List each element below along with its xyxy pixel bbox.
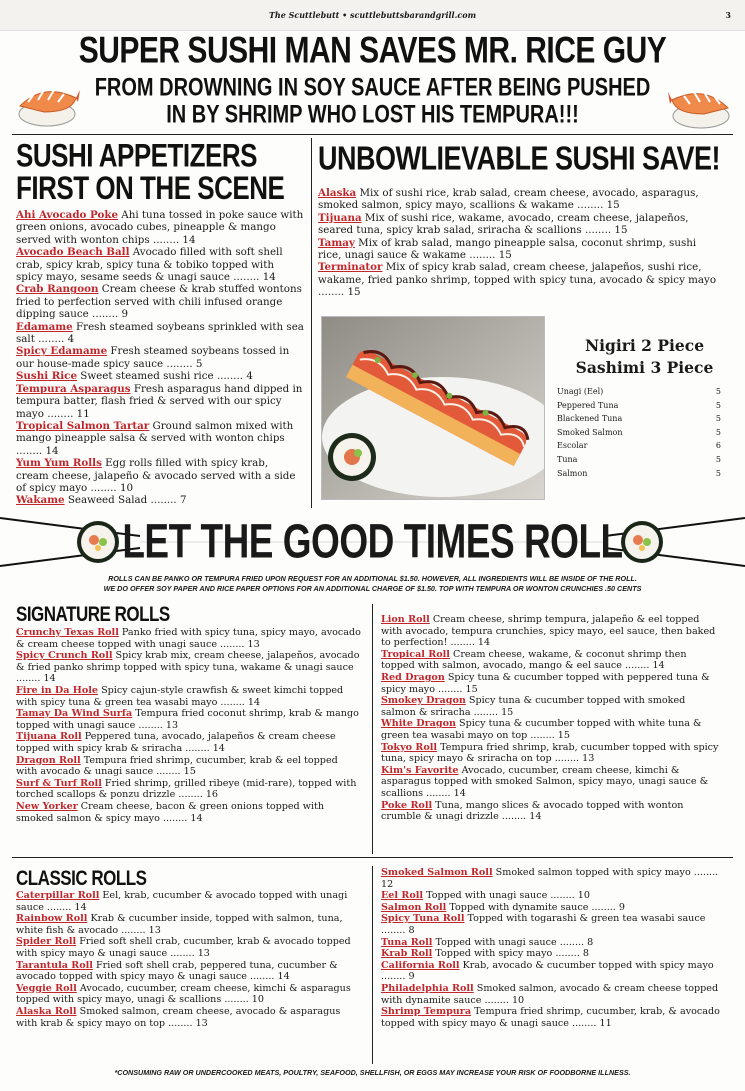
nigiri-item — [557, 412, 721, 426]
menu-item-description: Tuna, mango slices & avocado topped with wonton crumble & unagi drizzle — [381, 799, 684, 823]
nigiri-item — [557, 439, 721, 453]
menu-item-name: Ahi Avocado Poke — [16, 209, 119, 221]
menu-item — [16, 960, 362, 983]
dot-leader: ........ — [381, 924, 409, 936]
menu-item-price: 14 — [190, 812, 203, 824]
menu-item-name: White Dragon — [381, 718, 456, 730]
menu-item-description: Peppered tuna, avocado, jalapeños & cream cheese topped with spicy krab & sriracha — [16, 731, 336, 754]
dot-leader: ........ — [568, 1017, 600, 1029]
menu-item-name: Spicy Tuna Roll — [381, 913, 465, 925]
menu-item — [16, 650, 362, 685]
menu-item-price: 10 — [251, 994, 264, 1006]
menu-item-price: 14 — [182, 233, 196, 246]
menu-item-name: Smoked Salmon Roll — [381, 867, 493, 878]
menu-item-price: 11 — [76, 407, 90, 420]
appetizers-list — [16, 209, 304, 507]
menu-item-price: 4 — [246, 370, 253, 383]
menu-item-price: 8 — [587, 936, 594, 948]
menu-item — [16, 913, 362, 936]
menu-item-description: Mix of sushi rice, wakame, avocado, cream cheese, jalapeños, seared tuna, spicy krab salad, sriracha & scallions — [318, 211, 689, 237]
dot-leader: ........ — [556, 936, 588, 948]
menu-item-name: Spicy Edamame — [16, 345, 108, 358]
dot-leader: ........ — [43, 901, 75, 913]
menu-item-price: 10 — [577, 890, 590, 902]
menu-item-name: Tamay Da Wind Surfa — [16, 708, 133, 720]
menu-item-name: Sushi Rice — [16, 370, 77, 383]
dot-leader: ........ — [481, 994, 512, 1006]
menu-item-description: Spicy krab mix, cream cheese, jalapeños, avocado & fried panko shrimp topped with spicy tuna, wakame & unagi sauce — [16, 650, 360, 673]
menu-item-name: Veggie Roll — [16, 982, 77, 994]
dot-leader: ........ — [621, 660, 653, 672]
menu-item — [381, 960, 723, 983]
dot-leader: ........ — [552, 948, 583, 960]
dot-leader: ........ — [182, 742, 213, 754]
classic-list-right — [381, 867, 723, 1029]
menu-item-description: Krab, avocado & cucumber topped with spicy mayo — [459, 959, 714, 971]
dot-leader: ........ — [217, 696, 248, 708]
menu-item-description: Fried shrimp, grilled ribeye (mid-rare), topped with torched scallops & ponzu drizzle — [16, 777, 357, 801]
menu-item-description: Cream cheese & krab stuffed wontons fried to perfection served with chili infused orange dipping sauce — [16, 283, 302, 321]
menu-item — [16, 494, 304, 506]
menu-item-name: Kim's Favorite — [381, 764, 459, 776]
menu-item — [381, 983, 723, 1006]
nigiri-item-name: Unagi (Eel) — [557, 387, 604, 396]
nigiri-item — [557, 426, 721, 440]
menu-item — [381, 937, 723, 949]
menu-item-name: Crab Rangoon — [16, 283, 99, 296]
nigiri-item-price: 5 — [715, 468, 721, 478]
menu-item-description: Topped with spicy mayo — [432, 948, 553, 960]
menu-item-description: Topped with unagi sauce — [423, 890, 548, 902]
menu-item-name: Alaska Roll — [16, 1005, 77, 1017]
dot-leader: ........ — [175, 789, 206, 801]
dot-leader: ........ — [470, 706, 502, 718]
menu-item-price: 15 — [614, 224, 628, 237]
menu-item — [16, 627, 362, 650]
dot-leader: ........ — [16, 673, 44, 685]
menu-item — [381, 672, 723, 695]
menu-item-name: Spider Roll — [16, 936, 77, 948]
menu-item-price: 11 — [599, 1017, 612, 1029]
menu-item-description: Cream cheese, bacon & green onions topped with smoked salmon & spicy mayo — [16, 800, 325, 824]
menu-item — [16, 457, 304, 494]
menu-item-description: Avocado, cucumber, cream cheese, kimchi & asparagus topped with spicy mayo, unagi & scallions — [16, 982, 351, 1006]
menu-item-price: 13 — [247, 638, 260, 650]
menu-item-name: Tempura Asparagus — [16, 382, 131, 395]
menu-item-description: Seaweed Salad — [64, 494, 148, 507]
menu-item — [381, 890, 723, 902]
dot-leader: ........ — [16, 444, 46, 457]
menu-item-name: Avocado Beach Ball — [16, 246, 130, 259]
sushi-photo — [321, 316, 545, 500]
nigiri-item — [557, 385, 721, 399]
dot-leader: ........ — [246, 971, 278, 983]
menu-item-description: Fresh steamed soybeans sprinkled with sea salt — [16, 320, 304, 346]
headline-sub-1: FROM DROWNING IN SOY SAUCE AFTER BEING PUSHED — [94, 74, 651, 102]
menu-item-name: Fire in Da Hole — [16, 684, 99, 696]
menu-item-description: Tempura fried shrimp, cucumber, krab, & avocado topped with spicy mayo & unagi sauce — [381, 1006, 720, 1029]
menu-item-price: 13 — [582, 753, 595, 765]
dot-leader: ........ — [87, 481, 120, 494]
rolls-banner-title: LET THE GOOD TIMES ROLL — [122, 514, 623, 568]
sashimi-title: Sashimi 3 Piece — [575, 358, 714, 377]
menu-item-description: Sweet steamed sushi rice — [77, 370, 214, 383]
menu-item-price: 14 — [277, 971, 290, 983]
menu-item-description: Ground salmon mixed with mango pineapple salsa & served with wonton chips — [16, 419, 294, 445]
menu-item — [16, 345, 304, 370]
menu-item-name: Poke Roll — [381, 799, 433, 811]
dot-leader: ........ — [229, 271, 263, 284]
menu-item-name: Salmon Roll — [381, 901, 447, 913]
menu-item — [16, 778, 362, 801]
menu-item — [16, 246, 304, 283]
divider — [12, 134, 733, 135]
menu-item-description: Spicy tuna & cucumber topped with peppered tuna & spicy mayo — [381, 671, 710, 695]
dot-leader: ........ — [165, 1017, 196, 1029]
dot-leader: ........ — [423, 787, 454, 799]
menu-item — [16, 685, 362, 708]
menu-item-price: 15 — [498, 249, 512, 262]
menu-item-description: Fried soft shell crab, cucumber, krab & avocado topped with spicy mayo & unagi sauce — [16, 936, 351, 959]
dot-leader: ........ — [498, 811, 530, 823]
menu-item-name: Caterpillar Roll — [16, 890, 100, 901]
dot-leader: ........ — [547, 890, 578, 902]
menu-item-description: Tempura fried shrimp, cucumber, krab & eel topped with avocado & unagi sauce — [16, 754, 338, 778]
menu-item-description: Mix of spicy krab salad, cream cheese, jalapeños, sushi rice, wakame, fried panko shrimp, topped with spicy tuna, avocado & spicy mayo — [318, 261, 717, 286]
nigiri-item-name: Tuna — [557, 454, 578, 464]
menu-item — [381, 1006, 723, 1029]
headline-sub-2: IN BY SHRIMP WHO LOST HIS TEMPURA!!! — [166, 101, 579, 129]
menu-item-description: Egg rolls filled with spicy krab, cream cheese, jalapeño & avocado served with a side of spicy mayo — [16, 457, 296, 494]
menu-item — [16, 936, 362, 959]
menu-item-price: 14 — [45, 444, 59, 457]
dot-leader: ........ — [381, 971, 409, 983]
menu-item-price: 10 — [119, 481, 134, 494]
dot-leader: ........ — [167, 947, 198, 959]
dot-leader: ........ — [43, 407, 77, 420]
menu-item — [381, 913, 723, 936]
signature-list-right — [381, 614, 723, 823]
bowl-title: UNBOWLIEVABLE SUSHI SAVE! — [318, 139, 721, 177]
menu-item-price: 14 — [529, 811, 542, 823]
nigiri-item-price: 5 — [715, 400, 721, 410]
menu-item-name: Tropical Roll — [381, 648, 450, 660]
menu-item — [16, 801, 362, 824]
menu-item-name: Spicy Crunch Roll — [16, 650, 113, 662]
shrimp-nigiri-icon — [14, 72, 80, 130]
menu-item-price: 9 — [618, 901, 626, 913]
menu-item — [16, 708, 362, 731]
dot-leader: ........ — [88, 308, 122, 321]
nigiri-item-price: 5 — [715, 387, 721, 396]
menu-item-description: Smoked salmon, avocado & cream cheese topped with dynamite sauce — [381, 982, 719, 1006]
menu-item-price: 15 — [465, 683, 478, 695]
menu-item-description: Tempura fried coconut shrimp, krab & mango topped with unagi sauce — [16, 708, 359, 731]
menu-item — [381, 742, 723, 765]
classic-title: CLASSIC ROLLS — [16, 866, 147, 890]
menu-item-description: Mix of sushi rice, krab salad, cream cheese, avocado, asparagus, smoked salmon, spicy mayo, scallions & wakame — [318, 187, 699, 212]
menu-item — [16, 983, 362, 1006]
bowl-list — [318, 187, 722, 299]
menu-item-price: 16 — [205, 789, 219, 801]
dot-leader: ........ — [221, 994, 252, 1006]
nigiri-item — [557, 399, 721, 413]
menu-item-name: Tropical Salmon Tartar — [16, 419, 150, 432]
column-divider — [372, 604, 373, 854]
menu-item — [16, 283, 304, 320]
menu-item-name: Smokey Dragon — [381, 695, 466, 707]
menu-item-price: 4 — [67, 333, 75, 346]
menu-item — [16, 755, 362, 778]
dot-leader: ........ — [34, 333, 68, 346]
nigiri-item-name: Peppered Tuna — [557, 400, 619, 410]
page-number: 3 — [725, 10, 731, 20]
menu-item-price: 8 — [582, 948, 589, 960]
menu-item-name: Dragon Roll — [16, 754, 81, 766]
dot-leader: ........ — [147, 494, 180, 507]
menu-item — [16, 209, 304, 246]
menu-item-name: Crunchy Texas Roll — [16, 627, 119, 638]
menu-item-name: Terminator — [318, 261, 383, 274]
dot-leader: ........ — [217, 638, 248, 650]
menu-item — [381, 765, 723, 800]
menu-item-price: 14 — [262, 271, 276, 284]
menu-item — [16, 1006, 362, 1029]
menu-item — [318, 187, 722, 212]
nigiri-item — [557, 467, 721, 481]
menu-item — [16, 731, 362, 754]
menu-item-price: 14 — [212, 742, 225, 754]
menu-item-price: 14 — [652, 660, 665, 672]
menu-item-price: 14 — [477, 637, 491, 649]
menu-item-description: Spicy tuna & cucumber topped with white tuna & green tea wasabi mayo on top — [381, 718, 702, 741]
menu-item-description: Avocado filled with soft shell crab, spicy krab, spicy tuna & tobiko topped with spicy mayo, sesame seeds & unagi sauce — [16, 246, 283, 284]
dot-leader: ........ — [527, 729, 558, 741]
menu-item-price: 7 — [179, 494, 187, 507]
dot-leader: ........ — [466, 249, 499, 262]
dot-leader: ........ — [213, 370, 247, 383]
menu-item-price: 14 — [453, 787, 466, 799]
appetizers-title-line1: SUSHI APPETIZERS — [16, 136, 257, 174]
menu-item-name: Philadelphia Roll — [381, 982, 474, 994]
menu-item-price: 13 — [195, 1017, 208, 1029]
signature-title: SIGNATURE ROLLS — [16, 602, 170, 626]
menu-item-price: 14 — [74, 901, 87, 913]
divider — [12, 857, 733, 858]
menu-item-price: 14 — [43, 673, 56, 685]
menu-item-name: Krab Roll — [381, 948, 433, 960]
menu-item-description: Tempura fried shrimp, krab, cucumber topped with spicy tuna, spicy mayo & sriracha on top — [381, 741, 719, 765]
nigiri-item-name: Blackened Tuna — [557, 414, 623, 424]
nigiri-item-price: 6 — [715, 441, 721, 451]
dot-leader: ........ — [551, 753, 583, 765]
menu-item-description: Krab & cucumber inside, topped with salmon, tuna, white fish & avocado — [16, 913, 343, 936]
menu-item-name: Edamame — [16, 320, 73, 333]
menu-item-name: Tarantula Roll — [16, 959, 93, 971]
nigiri-item-name: Smoked Salmon — [557, 427, 623, 437]
menu-item — [381, 902, 723, 914]
menu-item-price: 15 — [183, 766, 196, 778]
menu-item — [381, 867, 723, 890]
menu-item-name: Tijuana Roll — [16, 731, 82, 743]
dot-leader: ........ — [573, 199, 607, 212]
menu-item-name: Shrimp Tempura — [381, 1006, 472, 1018]
menu-item-description: Spicy cajun-style crawfish & sweet kimchi topped with spicy tuna & green tea wasabi mayo — [16, 684, 344, 708]
menu-item-description: Cream cheese, wakame, & coconut shrimp then topped with salmon, avocado, mango & eel sauce — [381, 648, 687, 672]
menu-item-price: 9 — [408, 971, 415, 983]
nigiri-item-price: 5 — [715, 454, 721, 464]
shrimp-nigiri-icon — [668, 74, 734, 132]
dot-leader: ........ — [435, 683, 466, 695]
menu-item-name: Tamay — [318, 236, 355, 249]
menu-item — [381, 948, 723, 960]
menu-item-name: California Roll — [381, 959, 460, 971]
nigiri-item — [557, 453, 721, 467]
menu-item-description: Panko fried with spicy tuna, spicy mayo, avocado & cream cheese topped with unagi sauce — [16, 627, 361, 650]
dot-leader: ........ — [690, 867, 719, 878]
column-divider — [372, 866, 373, 1064]
menu-item-description: Avocado, cucumber, cream cheese, kimchi & asparagus topped with smoked Salmon, spicy mayo, unagi sauce & scallions — [381, 764, 709, 799]
banner-note-1: ROLLS CAN BE PANKO OR TEMPURA FRIED UPON REQUEST FOR AN ADDITIONAL $1.50. HOWEVER, ALL INGREDIENTS WILL BE INSIDE OF THE ROLL. — [108, 574, 637, 583]
menu-item — [318, 237, 722, 262]
menu-item-name: Tuna Roll — [381, 936, 433, 948]
nigiri-item-price: 5 — [715, 414, 721, 424]
menu-item-price: 13 — [148, 924, 161, 936]
menu-item-description: Fresh steamed soybeans tossed in our house-made spicy sauce — [16, 345, 290, 370]
menu-item — [16, 321, 304, 346]
classic-list-left — [16, 890, 362, 1029]
dot-leader: ........ — [135, 719, 166, 731]
dot-leader: ........ — [149, 233, 183, 246]
menu-item — [381, 649, 723, 672]
menu-item-name: Surf & Turf Roll — [16, 777, 102, 789]
menu-item — [381, 614, 723, 649]
banner-note-2: WE DO OFFER SOY PAPER AND RICE PAPER OPTIONS FOR AN ADDITIONAL CHARGE OF $1.50. TOP WITH TEMPURA OR WONTON CRUNCHIES .50 CENTS — [103, 584, 642, 593]
menu-item-price: 9 — [121, 308, 129, 321]
food-safety-warning: *CONSUMING RAW OR UNDERCOOKED MEATS, POULTRY, SEAFOOD, SHELLFISH, OR EGGS MAY INCREASE YOUR RISK OF FOODBORNE ILLNESS. — [114, 1068, 631, 1077]
menu-item-name: Alaska — [318, 187, 357, 199]
menu-item-price: 15 — [501, 706, 514, 718]
menu-item-price: 14 — [247, 696, 261, 708]
headline-main: SUPER SUSHI MAN SAVES MR. RICE GUY — [78, 29, 667, 71]
menu-item — [16, 890, 362, 913]
nigiri-list — [557, 385, 721, 480]
menu-item-price: 12 — [381, 878, 394, 890]
menu-item-price: 15 — [606, 199, 620, 212]
menu-item-name: Wakame — [16, 494, 65, 507]
menu-item-description: Smoked salmon topped with spicy mayo — [492, 867, 691, 878]
menu-item — [381, 695, 723, 718]
menu-item — [381, 718, 723, 741]
menu-item-description: Topped with unagi sauce — [432, 936, 557, 948]
dot-leader: ........ — [153, 766, 184, 778]
dot-leader: ........ — [163, 357, 196, 370]
menu-item-price: 13 — [197, 947, 210, 959]
menu-item-price: 5 — [195, 357, 203, 370]
source-line: The Scuttlebutt • scuttlebuttsbarandgrill.com — [268, 10, 477, 20]
menu-item-description: Fried soft shell crab, peppered tuna, cucumber & avocado topped with spicy mayo & unagi sauce — [16, 959, 338, 983]
appetizers-title-line2: FIRST ON THE SCENE — [16, 169, 285, 207]
menu-item-description: Ahi tuna tossed in poke sauce with green onions, avocado cubes, pineapple & mango served with wonton chips — [16, 209, 304, 246]
menu-item-description: Fresh asparagus hand dipped in tempura batter, flash fried & served with our spicy mayo — [16, 382, 303, 420]
menu-item-price: 15 — [557, 729, 571, 741]
menu-item-name: Tijuana — [318, 211, 362, 224]
menu-item-description: Mix of krab salad, mango pineapple salsa, coconut shrimp, sushi rice, unagi sauce & wakame — [318, 236, 697, 262]
menu-item — [16, 383, 304, 420]
dot-leader: ........ — [159, 812, 191, 824]
menu-item-name: Red Dragon — [381, 671, 445, 683]
menu-item-name: New Yorker — [16, 800, 78, 812]
menu-item-price: 13 — [165, 719, 179, 731]
column-divider — [311, 138, 312, 508]
signature-list-left — [16, 627, 362, 824]
menu-item-description: Smoked salmon, cream cheese, avocado & asparagus with krab & spicy mayo on top — [16, 1005, 341, 1029]
menu-item-description: Topped with dynamite sauce — [446, 901, 589, 913]
menu-item-name: Lion Roll — [381, 614, 430, 625]
rolls-banner — [0, 512, 745, 572]
dot-leader: ........ — [588, 901, 619, 913]
dot-leader: ........ — [318, 286, 348, 299]
menu-item-description: Spicy tuna & cucumber topped with smoked salmon & sriracha — [381, 695, 686, 718]
menu-item-description: Eel, krab, cucumber & avocado topped with unagi sauce — [16, 890, 348, 913]
menu-item — [16, 370, 304, 382]
dot-leader: ........ — [118, 924, 149, 936]
menu-item — [318, 261, 722, 298]
dot-leader: ........ — [581, 224, 615, 237]
menu-item-name: Yum Yum Rolls — [16, 457, 102, 470]
top-bar — [0, 0, 745, 31]
menu-item-price: 15 — [347, 286, 361, 299]
menu-item-price: 10 — [511, 994, 525, 1006]
menu-item-name: Eel Roll — [381, 890, 424, 902]
menu-item — [16, 420, 304, 457]
menu-item — [318, 212, 722, 237]
nigiri-item-name: Escolar — [557, 441, 588, 451]
nigiri-item-price: 5 — [715, 427, 721, 437]
menu-item-description: Cream cheese, shrimp tempura, jalapeño & eel topped with avocado, tempura crunchies, spicy mayo, eel sauce, then baked to perfection! — [381, 614, 716, 649]
nigiri-item-name: Salmon — [557, 468, 588, 478]
nigiri-title: Nigiri 2 Piece — [584, 336, 705, 355]
menu-item-description: Topped with togarashi & green tea wasabi sauce — [464, 913, 706, 925]
menu-item — [381, 800, 723, 823]
menu-item-name: Tokyo Roll — [381, 741, 438, 753]
menu-item-price: 8 — [408, 924, 415, 936]
menu-item-name: Rainbow Roll — [16, 913, 88, 925]
dot-leader: ........ — [447, 637, 478, 649]
appetizers-title — [16, 136, 285, 207]
